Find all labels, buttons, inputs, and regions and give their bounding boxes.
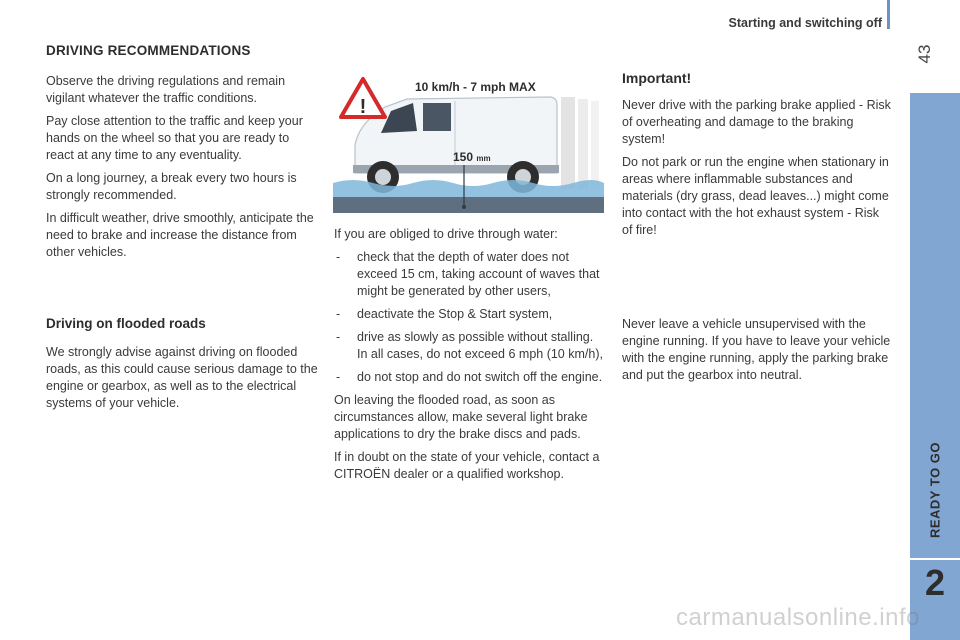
paragraph: Observe the driving regulations and remain vigilant whatever the traffic conditions. — [46, 74, 286, 105]
paragraph: Never drive with the parking brake applied - Risk of overheating and damage to the braking system! — [622, 98, 891, 146]
important-title: Important! — [622, 70, 692, 86]
list-item: - deactivate the Stop & Start system, — [334, 306, 606, 323]
flooded-roads-title: Driving on flooded roads — [46, 316, 206, 331]
list-item: - check that the depth of water does not exceed 15 cm, taking account of waves that might be generated by other users, — [334, 249, 606, 300]
flooded-roads-text — [46, 344, 318, 418]
list-item: - do not stop and do not switch off the engine. — [334, 369, 606, 386]
paragraph: Never leave a vehicle unsupervised with the engine running. If you have to leave your vehicle with the engine running, apply the parking brake and put the gearbox into neutral. — [622, 317, 891, 382]
van-in-water-illustration — [333, 73, 604, 213]
section-title: DRIVING RECOMMENDATIONS — [46, 43, 251, 58]
chapter-header: Starting and switching off — [728, 16, 882, 30]
unsupervised-vehicle-note — [622, 316, 892, 390]
speed-limit-label: 10 km/h - 7 mph MAX — [415, 80, 536, 94]
depth-label: 150 mm — [453, 150, 491, 164]
flood-instructions — [334, 226, 606, 489]
important-notes — [622, 97, 892, 245]
list-item: - drive as slowly as possible without stalling. In all cases, do not exceed 6 mph (10 km/h), — [334, 329, 606, 363]
paragraph: On a long journey, a break every two hours is strongly recommended. — [46, 171, 297, 202]
paragraph: On leaving the flooded road, as soon as circumstances allow, make several light brake applications to dry the brake discs and pads. — [334, 393, 588, 441]
paragraph: If in doubt on the state of your vehicle, contact a CITROËN dealer or a qualified workshop. — [334, 450, 600, 481]
paragraph: Do not park or run the engine when stationary in areas where inflammable substances and materials (dry grass, dead leaves...) might come into contact with the hot exhaust system - Risk of fire! — [622, 155, 889, 237]
paragraph: We strongly advise against driving on flooded roads, as this could cause serious damage to the engine or gearbox, as well as to the electrical systems of your vehicle. — [46, 345, 318, 410]
intro-text: If you are obliged to drive through water: — [334, 227, 558, 241]
chapter-number: 2 — [924, 562, 946, 603]
paragraph: Pay close attention to the traffic and keep your hands on the wheel so that you are ready to react at any time to any eventuality. — [46, 114, 303, 162]
watermark-text: carmanualsonline.info — [676, 604, 920, 631]
page-number: 43 — [915, 44, 934, 64]
svg-text:!: ! — [359, 96, 367, 118]
paragraph: In difficult weather, drive smoothly, anticipate the need to brake and increase the distance from other vehicles. — [46, 211, 314, 259]
header-accent-bar — [887, 0, 890, 29]
chapter-tab-divider — [910, 558, 960, 560]
flooded-road-illustration — [333, 73, 604, 213]
driving-recommendations-text — [46, 73, 318, 267]
chapter-tab-label: READY TO GO — [927, 441, 943, 539]
instruction-list — [334, 249, 606, 386]
